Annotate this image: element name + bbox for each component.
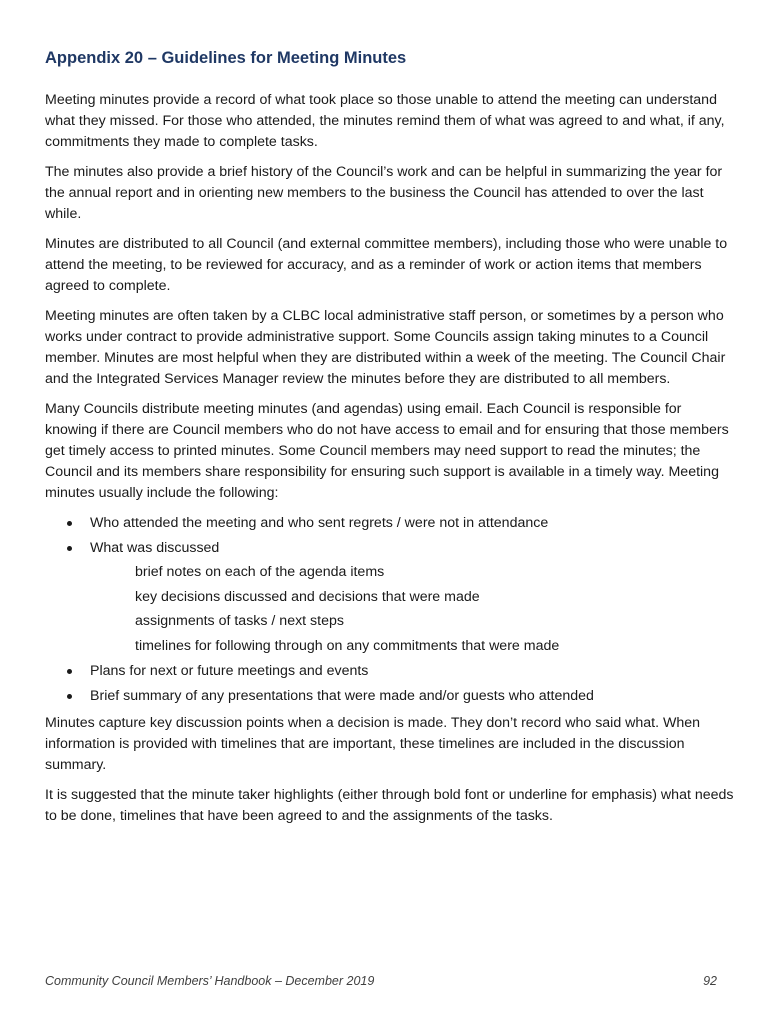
bullet-icon xyxy=(67,694,72,699)
sub-list-item: assignments of tasks / next steps xyxy=(135,613,344,629)
document-page xyxy=(45,44,735,836)
list-item xyxy=(45,513,735,534)
paragraph-minute-taker: Meeting minutes are often taken by a CLBC local administrative staff person, or sometimes by a person who works under contract to provide administrative support. Some Councils assign taking minutes to a Council member. Minutes are most helpful when they are distributed within a week of the meeting. The Council Chair and the Integrated Services Manager review the minutes before they are distributed to all members. xyxy=(45,308,726,387)
paragraph-email: Many Councils distribute meeting minutes (and agendas) using email. Each Council is responsible for knowing if there are Council members who do not have access to email and for ensuring that those members get timely access to printed minutes. Some Council members may need support to read the minutes; the Council and its members share responsibility for ensuring such support is available in a timely way. Meeting minutes usually include the following: xyxy=(45,401,729,501)
bullet-icon xyxy=(67,669,72,674)
list-item-text: What was discussed xyxy=(90,540,220,556)
minutes-contents-list xyxy=(45,513,735,707)
list-item-text: Who attended the meeting and who sent regrets / were not in attendance xyxy=(90,515,549,531)
sub-list-item: brief notes on each of the agenda items xyxy=(135,564,385,580)
discussed-sublist xyxy=(90,562,735,657)
paragraph-distribution: Minutes are distributed to all Council (and external committee members), including those who were unable to attend the meeting, to be reviewed for accuracy, and as a reminder of work or action items that members agreed to complete. xyxy=(45,236,728,294)
sub-list-item: key decisions discussed and decisions that were made xyxy=(135,588,480,605)
footer-title: Community Council Members’ Handbook – December 2019 xyxy=(45,974,375,988)
bullet-icon xyxy=(67,521,72,526)
list-item-text: Plans for next or future meetings and events xyxy=(90,662,369,679)
page-footer xyxy=(45,974,717,988)
page-title: Appendix 20 – Guidelines for Meeting Minutes xyxy=(45,49,407,67)
bullet-icon xyxy=(67,546,72,551)
list-item-text: Brief summary of any presentations that were made and/or guests who attended xyxy=(90,687,594,704)
page-number: 92 xyxy=(703,974,717,988)
sub-list-item: timelines for following through on any commitments that were made xyxy=(135,637,560,654)
paragraph-history: The minutes also provide a brief history of the Council’s work and can be helpful in summarizing the year for the annual report and in orienting new members to the business the Council has attended to over the last while. xyxy=(45,164,723,222)
list-item xyxy=(45,661,735,682)
paragraph-highlights: It is suggested that the minute taker highlights (either through bold font or underline for emphasis) what needs to be done, timelines that have been agreed to and the assignments of the tasks. xyxy=(45,786,734,824)
paragraph-key-points: Minutes capture key discussion points when a decision is made. They don’t record who said what. When information is provided with timelines that are important, these timelines are included in the discussion summary. xyxy=(45,714,701,773)
list-item xyxy=(45,686,735,707)
paragraph-purpose: Meeting minutes provide a record of what took place so those unable to attend the meeting can understand what they missed. For those who attended, the minutes remind them of what was agreed to and what, if any, commitments they made to complete tasks. xyxy=(45,92,725,150)
list-item xyxy=(45,538,735,657)
